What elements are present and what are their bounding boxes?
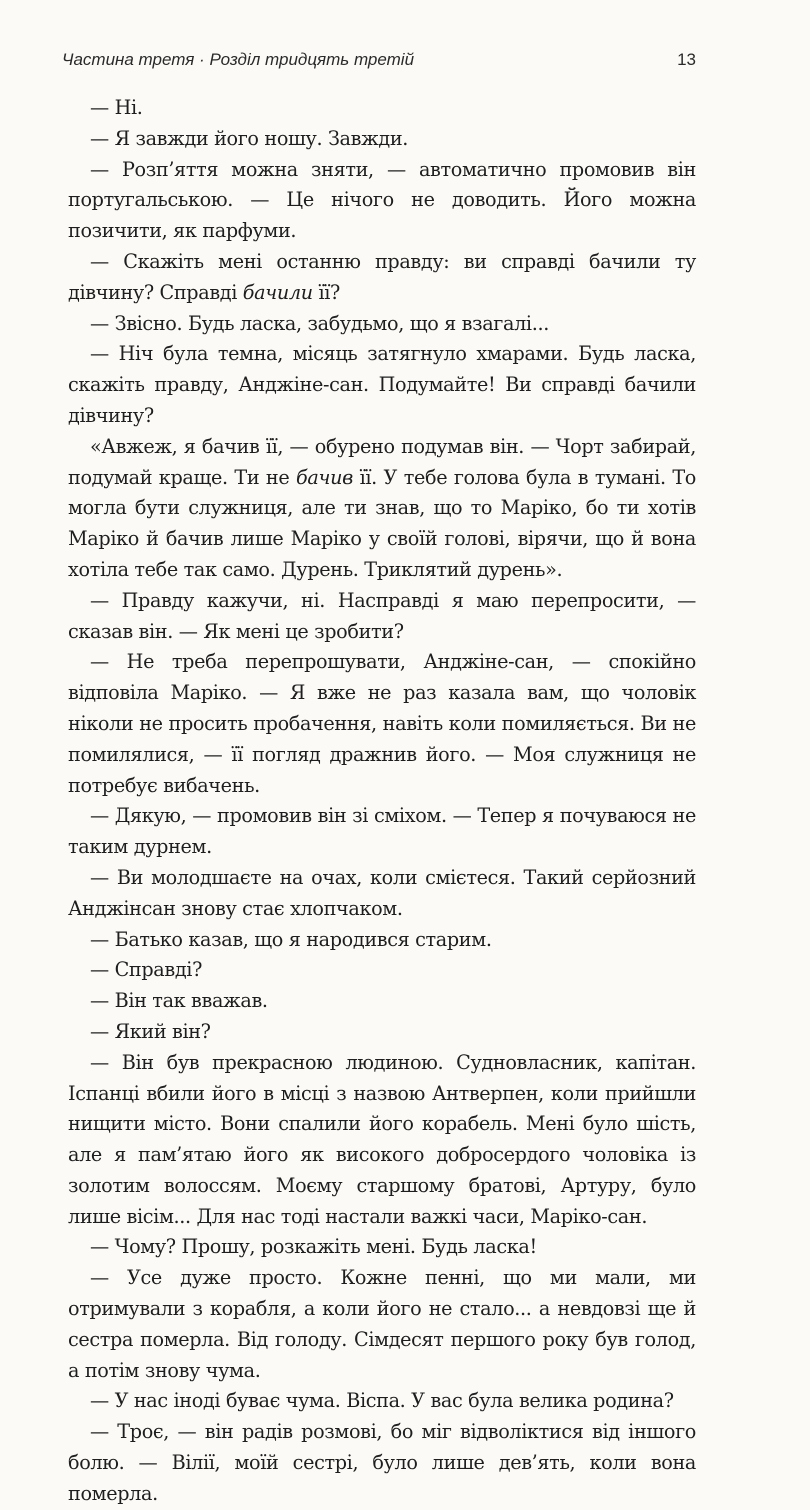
page-number: 13 xyxy=(677,50,696,69)
emphasis: бачив xyxy=(296,465,353,489)
paragraph: — Усе дуже просто. Кожне пенні, що ми мали, ми отримували з корабля, а коли його не стало... а невдовзі ще й сестра померла. Від голоду. Сімдесят першого року був голод, а потім знову чума. xyxy=(68,1266,696,1382)
paragraph: — Ніч була темна, місяць затягнуло хмарами. Будь ласка, скажіть правду, Анджіне-сан. Подумайте! Ви справді бачили дівчину? xyxy=(68,342,696,427)
paragraph: — Який він? xyxy=(90,1019,211,1043)
paragraph: — Розп’яття можна зняти, — автоматично промовив він португальською. — Це нічого не доводить. Його можна позичити, як парфуми. xyxy=(68,157,696,243)
paragraph: — Правду кажучи, ні. Насправді я маю перепросити, — сказав він. — Як мені це зробити? xyxy=(68,588,696,643)
paragraph: — Не треба перепрошувати, Анджіне-сан, — спокійно відповіла Маріко. — Я вже не раз казала вам, що чоловік ніколи не просить пробачення, навіть коли помиляється. Ви не помилялися, — її погляд дражнив його. — Моя служниця не потребує вибачень. xyxy=(68,650,696,797)
paragraph-text: «Авжеж, я бачив її, — обурено подумав він. — Чорт забирай, подумай краще. Ти не xyxy=(68,434,696,489)
paragraph xyxy=(68,247,696,309)
paragraph: — Троє, — він радів розмові, бо міг відволіктися від іншого болю. — Вілії, моїй сестрі, було лише дев’ять, коли вона померла. xyxy=(68,1420,696,1505)
paragraph: — Ні. xyxy=(90,96,143,119)
body-text xyxy=(68,93,696,1510)
paragraph: — Він був прекрасною людиною. Судновласник, капітан. Іспанці вбили його в місці з назвою Антверпен, коли прийшли нищити місто. Вони спалили його корабель. Мені було шість, але я пам’ятаю його як високого добросердого чоловіка із золотим волоссям. Моєму старшому братові, Артуру, було лише вісім... Для нас тоді настали важкі часи, Маріко-сан. xyxy=(68,1050,696,1228)
paragraph: — Звісно. Будь ласка, забудьмо, що я взагалі... xyxy=(90,311,549,335)
paragraph: — Справді? xyxy=(90,958,203,982)
paragraph: — Ви молодшаєте на очах, коли смієтеся. Такий серйозний Анджінсан знову стає хлопчаком. xyxy=(68,865,696,920)
paragraph-text: її? xyxy=(312,280,340,304)
paragraph: — Він так вважав. xyxy=(90,989,268,1013)
emphasis: бачили xyxy=(242,280,313,304)
running-head-separator: · xyxy=(199,50,205,69)
paragraph-text: її. У тебе голова була в тумані. То могла бути служниця, але ти знав, що то Маріко, бо ти хотів Маріко й бачив лише Маріко у своїй голові, вірячи, що й вона хотіла тебе так само. Дурень. Триклятий дурень». xyxy=(68,465,696,581)
paragraph-text: — Скажіть мені останню правду: ви справді бачили ту дівчину? Справді xyxy=(68,249,696,304)
paragraph: — Чому? Прошу, розкажіть мені. Будь ласка! xyxy=(90,1235,537,1259)
paragraph: — Батько казав, що я народився старим. xyxy=(90,927,492,951)
page-header xyxy=(62,50,696,78)
paragraph: — Дякую, — промовив він зі сміхом. — Тепер я почуваюся не таким дурнем. xyxy=(68,804,696,859)
paragraph: — У нас іноді буває чума. Віспа. У вас була велика родина? xyxy=(90,1389,674,1413)
running-head-chapter: Розділ тридцять третій xyxy=(209,50,415,69)
paragraph: — Я завжди його ношу. Завжди. xyxy=(90,126,409,150)
running-head xyxy=(62,50,414,70)
running-head-part: Частина третя xyxy=(62,50,195,69)
paragraph xyxy=(68,432,696,586)
